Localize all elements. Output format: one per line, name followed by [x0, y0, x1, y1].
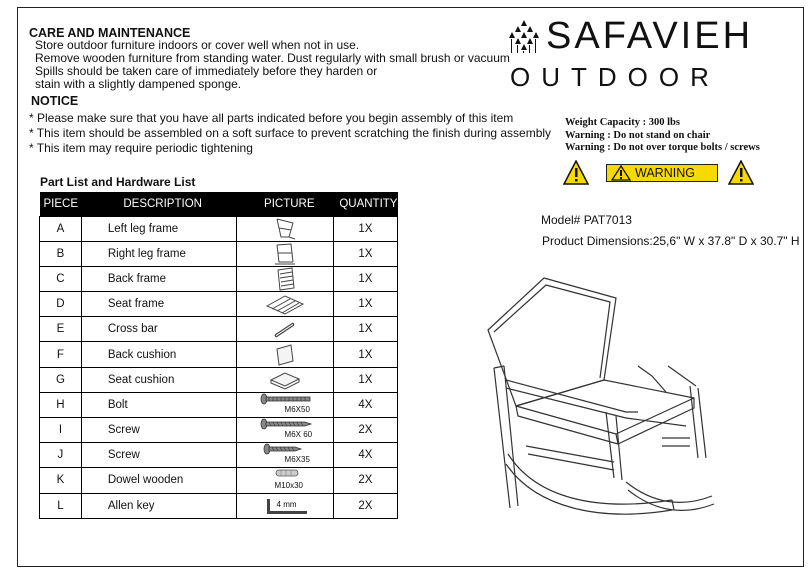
product-dimensions: Product Dimensions:25,6" W x 37.8" D x 30.7" H — [542, 234, 800, 248]
hardware-size-label: M10x30 — [274, 481, 304, 491]
quantity-cell: 1X — [333, 367, 397, 392]
parts-list-title: Part List and Hardware List — [40, 175, 196, 189]
piece-cell: C — [40, 266, 82, 291]
piece-cell: D — [40, 292, 82, 317]
picture-cell — [236, 468, 333, 493]
warning-text — [565, 117, 760, 155]
description-cell: Bolt — [81, 392, 236, 417]
description-cell: Dowel wooden — [81, 468, 236, 493]
quantity-cell: 1X — [333, 317, 397, 342]
table-row — [40, 493, 398, 518]
brand-sub: OUTDOOR — [510, 62, 720, 92]
description-cell: Screw — [81, 418, 236, 443]
notice-heading: NOTICE — [31, 94, 79, 108]
notice-text — [29, 111, 551, 156]
table-row — [40, 392, 398, 417]
picture-cell — [236, 317, 333, 342]
quantity-cell: 4X — [333, 443, 397, 468]
table-row — [40, 292, 398, 317]
care-line: stain with a slightly dampened sponge. — [35, 77, 242, 91]
picture-cell — [236, 266, 333, 291]
back-frame-icon — [265, 267, 305, 291]
piece-cell: E — [40, 317, 82, 342]
picture-cell — [236, 367, 333, 392]
table-row — [40, 216, 398, 241]
notice-line: * Please make sure that you have all parts indicated before you begin assembly of this item — [29, 111, 514, 125]
table-row — [40, 266, 398, 291]
quantity-cell: 1X — [333, 342, 397, 367]
left-leg-frame-icon — [265, 217, 305, 241]
description-cell: Seat cushion — [81, 367, 236, 392]
back-cushion-icon — [265, 343, 305, 367]
description-cell: Back frame — [81, 266, 236, 291]
hardware-size-label: M6X35 — [284, 455, 310, 465]
care-line: Store outdoor furniture indoors or cover well when not in use. — [35, 38, 360, 52]
seat-frame-icon — [263, 292, 307, 316]
picture-cell — [236, 216, 333, 241]
description-cell: Allen key — [81, 493, 236, 518]
picture-cell — [236, 342, 333, 367]
parts-table — [39, 192, 398, 519]
quantity-cell: 4X — [333, 392, 397, 417]
header-piece: PIECE — [40, 192, 82, 216]
warning-line: Warning : Do not over torque bolts / screws — [565, 142, 760, 153]
table-row — [40, 443, 398, 468]
picture-cell — [236, 241, 333, 266]
brand-name: SAFAVIEH — [546, 15, 754, 57]
piece-cell: L — [40, 493, 82, 518]
quantity-cell: 2X — [333, 418, 397, 443]
table-row — [40, 418, 398, 443]
picture-cell — [236, 392, 333, 417]
warning-triangle-icon — [728, 160, 754, 185]
safavieh-logo-mark-icon — [506, 18, 542, 54]
description-cell: Left leg frame — [81, 216, 236, 241]
table-row — [40, 241, 398, 266]
rocking-chair-illustration — [476, 268, 716, 568]
header-description: DESCRIPTION — [81, 192, 236, 216]
description-cell: Seat frame — [81, 292, 236, 317]
description-cell: Screw — [81, 443, 236, 468]
table-row — [40, 342, 398, 367]
dowel-icon — [273, 468, 303, 480]
quantity-cell: 1X — [333, 266, 397, 291]
care-line: Remove wooden furniture from standing water. Dust regularly with small brush or vacuum — [35, 51, 510, 65]
warning-triangle-icon — [563, 160, 589, 185]
description-cell: Cross bar — [81, 317, 236, 342]
table-row — [40, 367, 398, 392]
care-heading: CARE AND MAINTENANCE — [29, 26, 191, 40]
table-row — [40, 317, 398, 342]
header-quantity: QUANTITY — [333, 192, 397, 216]
quantity-cell: 1X — [333, 292, 397, 317]
picture-cell — [236, 443, 333, 468]
piece-cell: A — [40, 216, 82, 241]
description-cell: Back cushion — [81, 342, 236, 367]
piece-cell: J — [40, 443, 82, 468]
hardware-size-label: M6X 60 — [284, 430, 313, 440]
piece-cell: H — [40, 392, 82, 417]
warning-line: Warning : Do not stand on chair — [565, 129, 711, 141]
picture-cell — [236, 418, 333, 443]
description-cell: Right leg frame — [81, 241, 236, 266]
care-line: Spills should be taken care of immediately before they harden or — [35, 64, 378, 78]
notice-line: * This item should be assembled on a soft surface to prevent scratching the finish during assembly — [29, 126, 552, 140]
model-number: Model# PAT7013 — [541, 213, 632, 227]
notice-line: * This item may require periodic tightening — [29, 141, 253, 155]
hardware-size-label: M6X50 — [284, 404, 310, 414]
care-text — [35, 39, 510, 91]
quantity-cell: 2X — [333, 493, 397, 518]
seat-cushion-icon — [263, 368, 307, 392]
piece-cell: K — [40, 468, 82, 493]
parts-table-header — [40, 192, 398, 216]
right-leg-frame-icon — [265, 242, 305, 266]
piece-cell: G — [40, 367, 82, 392]
hardware-size-label: 4 mm — [276, 499, 297, 509]
warning-row — [563, 160, 755, 186]
warning-banner-label: WARNING — [635, 166, 695, 180]
picture-cell — [236, 292, 333, 317]
piece-cell: B — [40, 241, 82, 266]
quantity-cell: 1X — [333, 216, 397, 241]
warning-banner — [606, 164, 718, 182]
quantity-cell: 2X — [333, 468, 397, 493]
warning-triangle-icon — [611, 165, 631, 181]
weight-capacity: Weight Capacity : 300 lbs — [565, 117, 680, 128]
table-row — [40, 468, 398, 493]
header-picture: PICTURE — [236, 192, 333, 216]
piece-cell: I — [40, 418, 82, 443]
piece-cell: F — [40, 342, 82, 367]
cross-bar-icon — [265, 317, 305, 341]
picture-cell — [236, 493, 333, 518]
quantity-cell: 1X — [333, 241, 397, 266]
